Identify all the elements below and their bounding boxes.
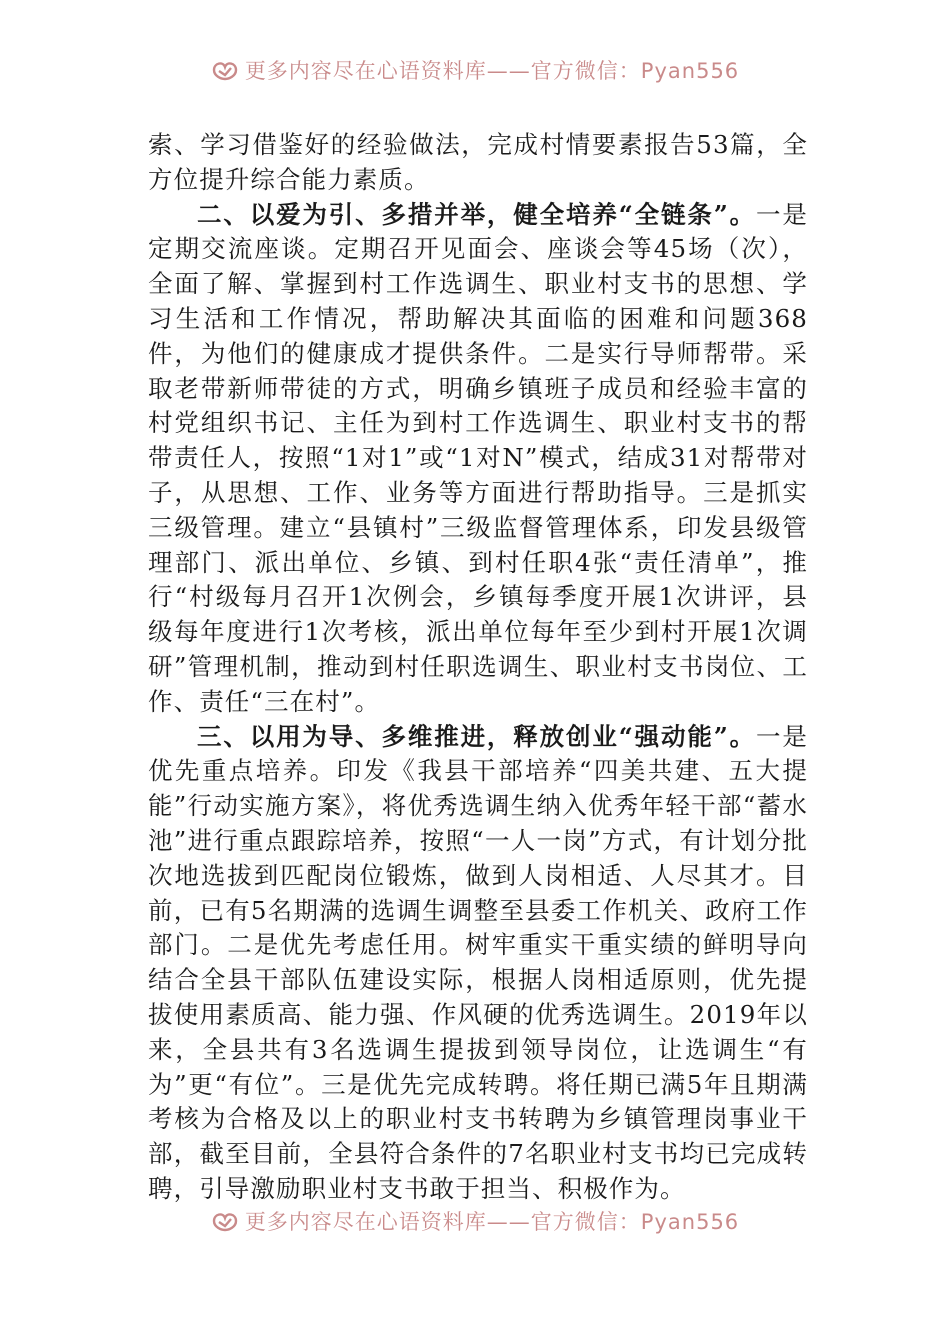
paragraph-section-2 bbox=[148, 198, 808, 720]
paragraph-continuation bbox=[148, 128, 808, 198]
paragraph-body: 索、学习借鉴好的经验做法，完成村情要素报告53篇，全方位提升综合能力素质。 bbox=[148, 130, 808, 194]
section-heading: 二、以爱为引、多措并举，健全培养“全链条”。 bbox=[197, 199, 757, 229]
watermark-footer bbox=[0, 1201, 950, 1241]
paragraph-body: 一是定期交流座谈。定期召开见面会、座谈会等45场（次），全面了解、掌握到村工作选调生、职业村支书的思想、学习生活和工作情况，帮助解决其面临的困难和问题368件，为他们的健康成才提供条件。二是实行导师帮带。采取老带新师带徒的方式，明确乡镇班子成员和经验丰富的村党组织书记、主任为到村工作选调生、职业村支书的帮带责任人，按照“1对1”或“1对N”模式，结成31对帮带对子，从思想、工作、业务等方面进行帮助指导。三是抓实三级管理。建立“县镇村”三级监督管理体系，印发县级管理部门、派出单位、乡镇、到村任职4张“责任清单”，推行“村级每月召开1次例会，乡镇每季度开展1次讲评，县级每年度进行1次考核，派出单位每年至少到村开展1次调研”管理机制，推动到村任职选调生、职业村支书岗位、工作、责任“三在村”。 bbox=[148, 199, 809, 716]
paragraph-body: 一是优先重点培养。印发《我县干部培养“四美共建、五大提能”行动实施方案》，将优秀选调生纳入优秀年轻干部“蓄水池”进行重点跟踪培养，按照“一人一岗”方式，有计划分批次地选拔到匹配岗位锻炼，做到人岗相适、人尽其才。目前，已有5名期满的选调生调整至县委工作机关、政府工作部门。二是优先考虑任用。树牢重实干重实绩的鲜明导向结合全县干部队伍建设实际，根据人岗相适原则，优先提拔使用素质高、能力强、作风硬的优秀选调生。2019年以来，全县共有3名选调生提拔到领导岗位，让选调生“有为”更“有位”。三是优先完成转聘。将任期已满5年且期满考核为合格及以上的职业村支书转聘为乡镇管理岗事业干部，截至目前，全县符合条件的7名职业村支书均已完成转聘，引导激励职业村支书敢于担当、积极作为。 bbox=[148, 721, 809, 1203]
watermark-logo-icon bbox=[211, 59, 239, 81]
watermark-logo-icon bbox=[211, 1210, 239, 1232]
section-heading: 三、以用为导、多维推进，释放创业“强动能”。 bbox=[197, 721, 757, 751]
watermark-text: 更多内容尽在心语资料库——官方微信：Pyan556 bbox=[244, 59, 740, 83]
document-body bbox=[148, 128, 808, 1207]
paragraph-section-3 bbox=[148, 720, 808, 1207]
watermark-text: 更多内容尽在心语资料库——官方微信：Pyan556 bbox=[244, 1210, 740, 1234]
watermark-header bbox=[0, 50, 950, 90]
